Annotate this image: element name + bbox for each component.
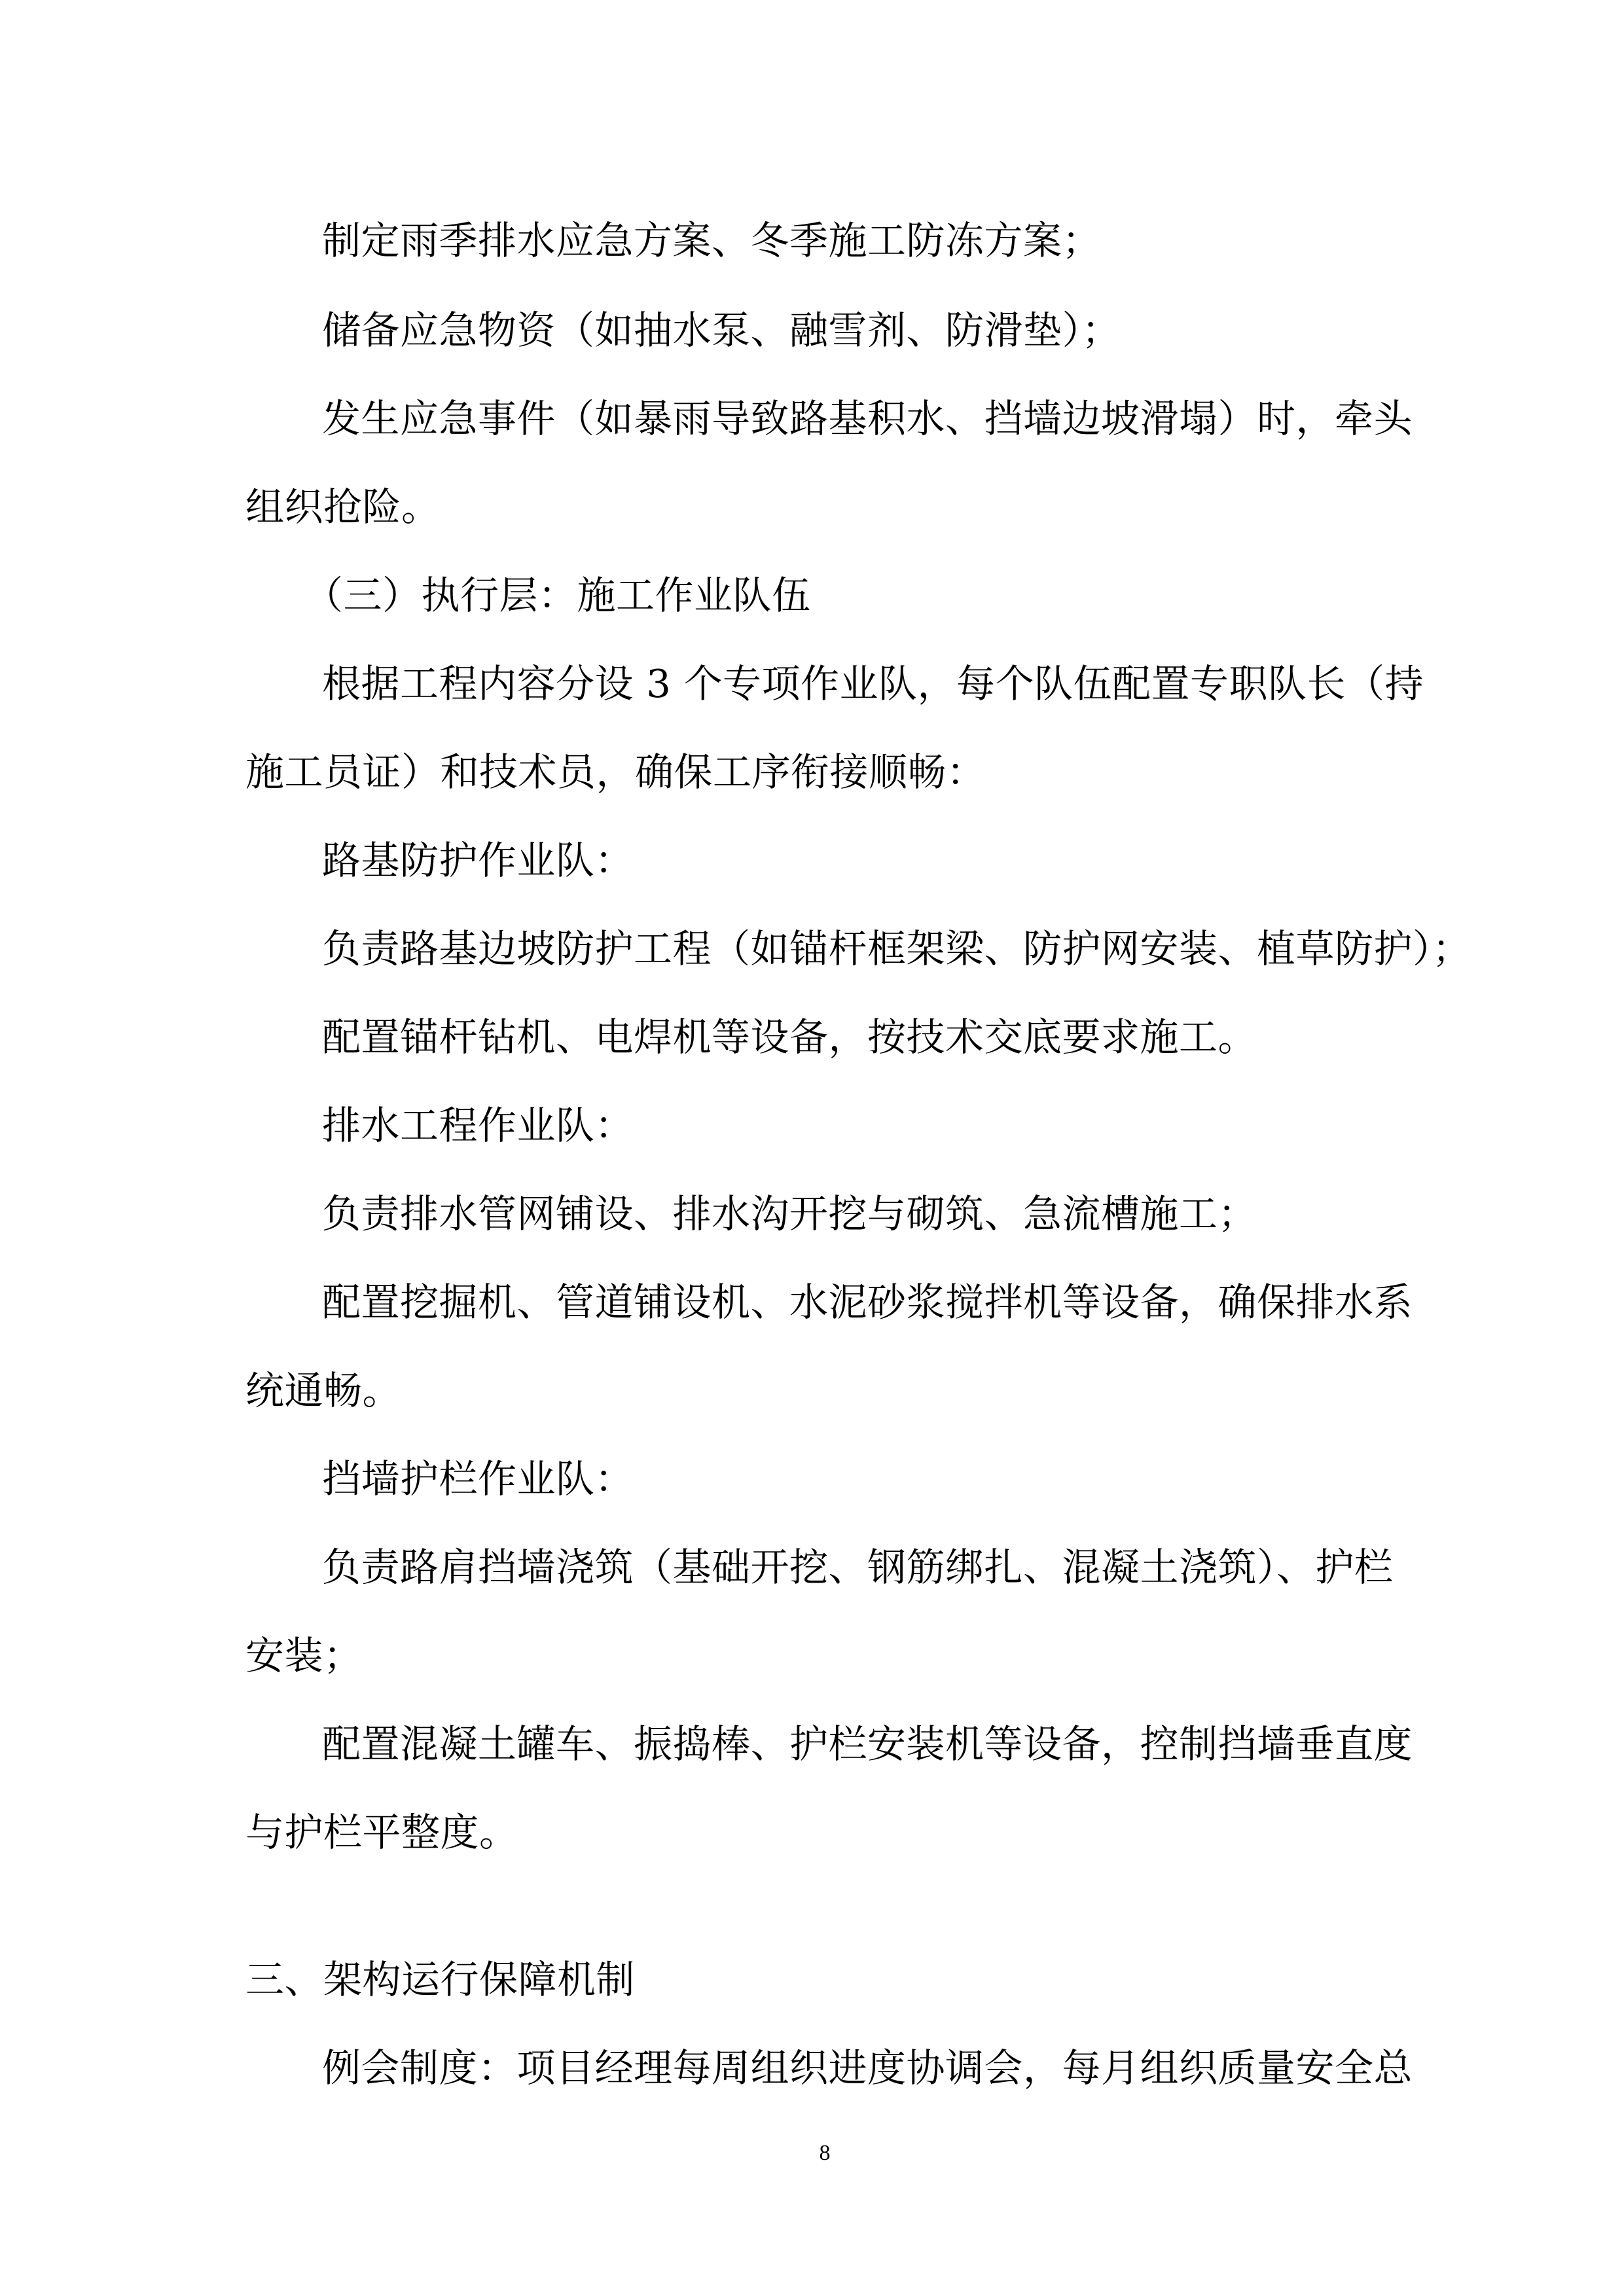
text-line: 与护栏平整度。 <box>245 1810 518 1855</box>
text-line: 配置锚杆钻机、电焊机等设备，按技术交底要求施工。 <box>322 1014 1257 1060</box>
team-heading: 挡墙护栏作业队： <box>322 1456 634 1501</box>
text-line: 储备应急物资（如抽水泵、融雪剂、防滑垫）； <box>322 308 1121 353</box>
text-line: 制定雨季排水应急方案、冬季施工防冻方案； <box>322 218 1102 263</box>
text-line: 负责路肩挡墙浇筑（基础开挖、钢筋绑扎、混凝土浇筑）、护栏 <box>322 1545 1394 1590</box>
text-line: 发生应急事件（如暴雨导致路基积水、挡墙边坡滑塌）时，牵头 <box>322 396 1413 441</box>
text-line: 负责路基边坡防护工程（如锚杆框架梁、防护网安装、植草防护）； <box>322 926 1471 971</box>
text-line: 配置挖掘机、管道铺设机、水泥砂浆搅拌机等设备，确保排水系 <box>322 1280 1413 1325</box>
text-line: 统通畅。 <box>245 1368 402 1413</box>
team-heading: 排水工程作业队： <box>322 1103 634 1148</box>
text-line: 配置混凝土罐车、振捣棒、护栏安装机等设备，控制挡墙垂直度 <box>322 1721 1413 1767</box>
text-line: 根据工程内容分设 3 个专项作业队，每个队伍配置专职队长（持 <box>322 661 1424 706</box>
text-line: 例会制度：项目经理每周组织进度协调会，每月组织质量安全总 <box>322 2045 1413 2090</box>
text-line: 安装； <box>245 1633 363 1678</box>
section-heading: （三）执行层：施工作业队伍 <box>304 573 811 618</box>
chapter-heading: 三、架构运行保障机制 <box>245 1957 636 2002</box>
text-line: 组织抢险。 <box>245 484 441 529</box>
team-heading: 路基防护作业队： <box>322 838 634 883</box>
text-line: 施工员证）和技术员，确保工序衔接顺畅： <box>245 749 986 795</box>
text-line: 负责排水管网铺设、排水沟开挖与砌筑、急流槽施工； <box>322 1191 1257 1236</box>
page-number: 8 <box>819 2141 831 2165</box>
